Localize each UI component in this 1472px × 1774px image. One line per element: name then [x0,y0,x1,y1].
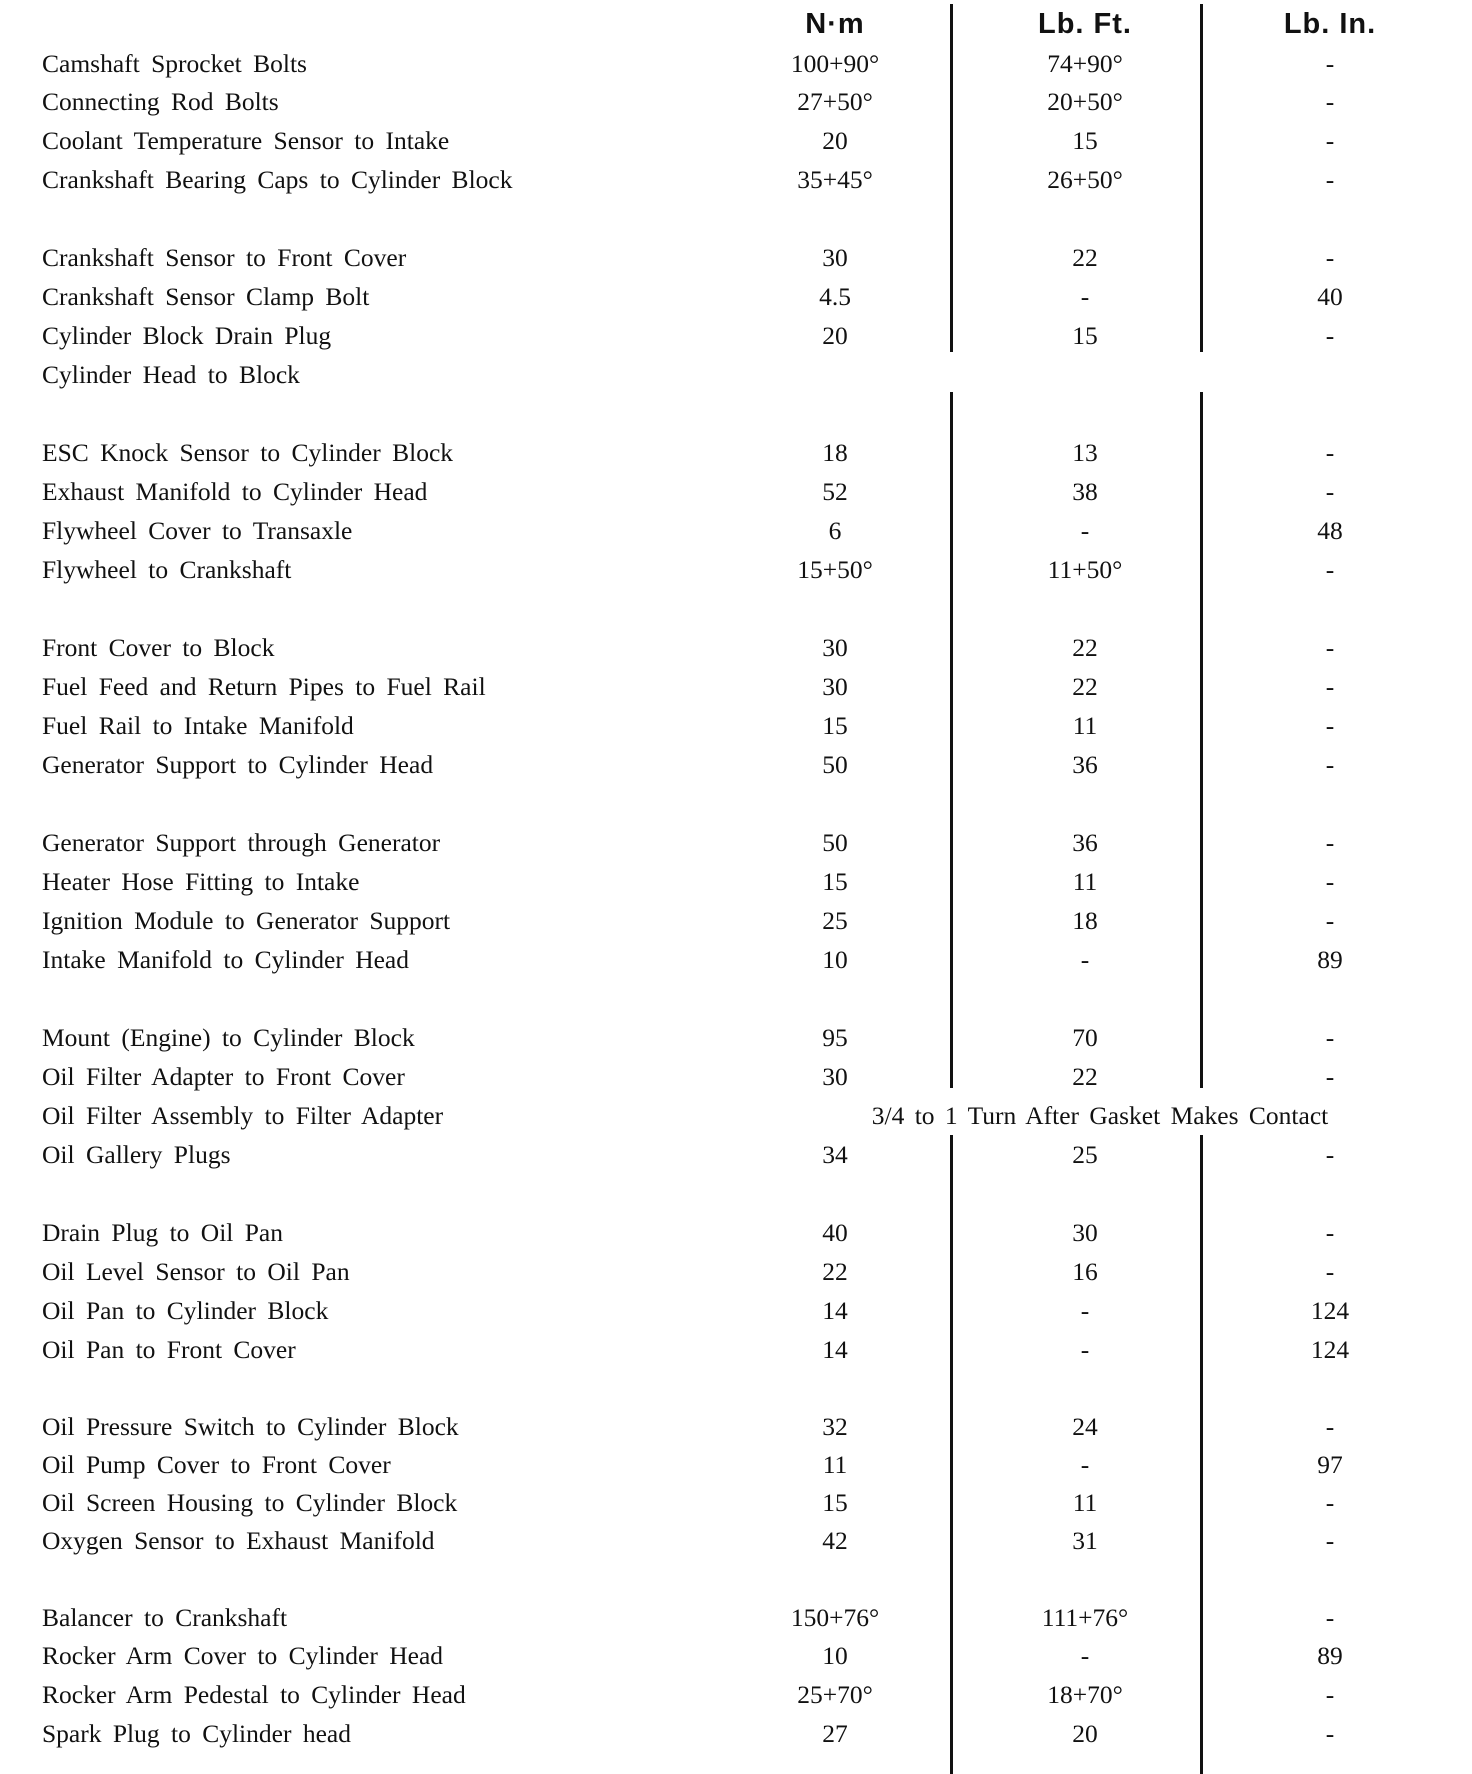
cell-nm: 30 [822,243,848,272]
row-label: Generator Support through Generator [42,828,441,857]
cell-lb-ft: 70 [1072,1023,1098,1052]
table-row [0,550,1472,589]
row-label: Fuel Feed and Return Pipes to Fuel Rail [42,672,486,701]
cell-lb-ft: 24 [1072,1412,1098,1441]
cell-lb-ft: - [1080,1641,1090,1670]
cell-lb-ft: 31 [1072,1526,1098,1555]
cell-lb-ft: 11 [1072,1488,1098,1517]
cell-nm: 10 [822,1641,848,1670]
table-row [0,511,1472,550]
cell-lb-in: 124 [1310,1296,1350,1325]
table-row [0,316,1472,355]
cell-nm: 15 [822,867,848,896]
cell-lb-in: - [1325,1526,1335,1555]
row-label: Mount (Engine) to Cylinder Block [42,1023,415,1052]
cell-lb-in: 97 [1317,1450,1343,1479]
cell-nm: 30 [822,633,848,662]
cell-lb-in: - [1325,1412,1335,1441]
row-label: Rocker Arm Cover to Cylinder Head [42,1641,444,1670]
row-label: Ignition Module to Generator Support [42,906,451,935]
row-label: Exhaust Manifold to Cylinder Head [42,477,428,506]
table-row [0,1445,1472,1484]
cell-nm: 11 [822,1450,848,1479]
cell-lb-ft: - [1080,1450,1090,1479]
row-label: Cylinder Block Drain Plug [42,321,332,350]
cell-lb-in: - [1325,87,1335,116]
cell-lb-in: - [1325,165,1335,194]
table-row [0,238,1472,277]
cell-lb-in: - [1325,1062,1335,1091]
cell-lb-ft: 22 [1072,633,1098,662]
cell-nm: 34 [822,1140,848,1169]
cell-nm: 42 [822,1526,848,1555]
cell-lb-in: - [1325,711,1335,740]
cell-nm: 27 [822,1719,848,1748]
cell-lb-ft: - [1080,945,1090,974]
cell-lb-ft: 11 [1072,711,1098,740]
cell-nm: 30 [822,672,848,701]
cell-lb-in: - [1325,828,1335,857]
cell-lb-in: - [1325,555,1335,584]
row-label: Cylinder Head to Block [42,360,300,389]
cell-lb-ft: 13 [1072,438,1098,467]
cell-lb-in: 124 [1310,1335,1350,1364]
cell-nm: 25+70° [797,1680,873,1709]
row-label: Front Cover to Block [42,633,275,662]
table-row [0,1018,1472,1057]
row-label: ESC Knock Sensor to Cylinder Block [42,438,454,467]
cell-nm: 52 [822,477,848,506]
row-label: Connecting Rod Bolts [42,87,279,116]
row-label: Oil Level Sensor to Oil Pan [42,1257,350,1286]
cell-lb-ft: 15 [1072,126,1098,155]
cell-nm: 20 [822,126,848,155]
cell-lb-ft: - [1080,516,1090,545]
cell-lb-in: - [1325,1719,1335,1748]
cell-lb-ft: 74+90° [1047,49,1123,78]
cell-lb-in: - [1325,243,1335,272]
row-label: Spark Plug to Cylinder head [42,1719,351,1748]
cell-nm: 50 [822,750,848,779]
table-row [0,1714,1472,1753]
row-spanning-note: 3/4 to 1 Turn After Gasket Makes Contact [790,1096,1410,1135]
row-label: Balancer to Crankshaft [42,1603,288,1632]
cell-nm: 30 [822,1062,848,1091]
cell-lb-in: 40 [1317,282,1343,311]
table-row [0,862,1472,901]
table-row [0,1330,1472,1369]
table-row [0,1636,1472,1675]
cell-lb-ft: 11 [1072,867,1098,896]
cell-nm: 27+50° [797,87,873,116]
cell-lb-in: - [1325,672,1335,701]
cell-nm: 6 [828,516,842,545]
table-row [0,355,1472,394]
table-row [0,1598,1472,1637]
row-label: Oil Filter Assembly to Filter Adapter [42,1101,444,1130]
cell-nm: 50 [822,828,848,857]
table-row [0,1675,1472,1714]
cell-nm: 20 [822,321,848,350]
cell-lb-in: - [1325,1218,1335,1247]
table-row [0,82,1472,121]
header-lb-ft: Lb. Ft. [1038,8,1132,40]
cell-lb-in: - [1325,1680,1335,1709]
table-row [0,277,1472,316]
cell-nm: 100+90° [790,49,880,78]
cell-nm: 14 [822,1335,848,1364]
cell-lb-ft: 20 [1072,1719,1098,1748]
cell-lb-ft: 16 [1072,1257,1098,1286]
cell-lb-ft: 36 [1072,750,1098,779]
row-label: Flywheel to Crankshaft [42,555,292,584]
cell-lb-ft: 22 [1072,243,1098,272]
cell-lb-ft: 26+50° [1047,165,1123,194]
row-label: Crankshaft Sensor Clamp Bolt [42,282,370,311]
table-row [0,1521,1472,1560]
row-label: Crankshaft Sensor to Front Cover [42,243,407,272]
row-label: Oil Gallery Plugs [42,1140,231,1169]
cell-lb-ft: - [1080,1296,1090,1325]
header-lb-in: Lb. In. [1283,8,1377,40]
cell-lb-ft: 18 [1072,906,1098,935]
cell-lb-ft: 36 [1072,828,1098,857]
cell-nm: 15 [822,1488,848,1517]
cell-nm: 4.5 [819,282,851,311]
table-row [0,1483,1472,1522]
cell-lb-ft: 25 [1072,1140,1098,1169]
row-label: Oil Pan to Front Cover [42,1335,296,1364]
row-label: Intake Manifold to Cylinder Head [42,945,409,974]
cell-lb-ft: 30 [1072,1218,1098,1247]
cell-lb-ft: 20+50° [1047,87,1123,116]
row-label: Crankshaft Bearing Caps to Cylinder Block [42,165,513,194]
cell-lb-in: - [1325,1140,1335,1169]
row-label: Generator Support to Cylinder Head [42,750,434,779]
table-row [0,1213,1472,1252]
table-row [0,628,1472,667]
cell-lb-in: - [1325,1488,1335,1517]
cell-nm: 32 [822,1412,848,1441]
cell-nm: 15 [822,711,848,740]
cell-lb-in: - [1325,1603,1335,1632]
cell-lb-in: - [1325,1257,1335,1286]
cell-nm: 150+76° [790,1603,880,1632]
row-label: Flywheel Cover to Transaxle [42,516,353,545]
table-row [0,901,1472,940]
cell-nm: 35+45° [797,165,873,194]
table-row [0,1252,1472,1291]
cell-lb-in: - [1325,126,1335,155]
row-label: Oil Pan to Cylinder Block [42,1296,329,1325]
cell-lb-ft: 22 [1072,672,1098,701]
table-row [0,121,1472,160]
table-row [0,44,1472,83]
cell-lb-in: - [1325,477,1335,506]
cell-nm: 10 [822,945,848,974]
cell-lb-ft: - [1080,1335,1090,1364]
cell-lb-in: - [1325,49,1335,78]
row-label: Fuel Rail to Intake Manifold [42,711,354,740]
cell-lb-in: 89 [1317,945,1343,974]
cell-lb-in: - [1325,1023,1335,1052]
table-row [0,1096,1472,1135]
row-label: Oil Screen Housing to Cylinder Block [42,1488,458,1517]
row-label: Drain Plug to Oil Pan [42,1218,283,1247]
header-nm: N·m [805,8,865,40]
table-row [0,745,1472,784]
cell-lb-ft: 111+76° [1041,1603,1129,1632]
cell-lb-in: - [1325,750,1335,779]
cell-lb-ft: 22 [1072,1062,1098,1091]
table-row [0,433,1472,472]
row-label: Heater Hose Fitting to Intake [42,867,360,896]
table-row [0,667,1472,706]
table-row [0,472,1472,511]
row-label: Camshaft Sprocket Bolts [42,49,307,78]
cell-lb-ft: 18+70° [1047,1680,1123,1709]
cell-lb-ft: 11+50° [1047,555,1123,584]
cell-lb-in: - [1325,867,1335,896]
cell-nm: 95 [822,1023,848,1052]
cell-lb-in: 89 [1317,1641,1343,1670]
row-label: Oil Pressure Switch to Cylinder Block [42,1412,459,1441]
cell-lb-in: - [1325,438,1335,467]
cell-lb-in: 48 [1317,516,1343,545]
cell-lb-in: - [1325,321,1335,350]
row-label: Oil Filter Adapter to Front Cover [42,1062,405,1091]
cell-nm: 25 [822,906,848,935]
cell-nm: 22 [822,1257,848,1286]
table-row [0,706,1472,745]
row-label: Rocker Arm Pedestal to Cylinder Head [42,1680,466,1709]
table-row [0,940,1472,979]
cell-lb-in: - [1325,633,1335,662]
table-row [0,160,1472,199]
cell-lb-ft: 15 [1072,321,1098,350]
cell-lb-ft: 38 [1072,477,1098,506]
cell-nm: 18 [822,438,848,467]
table-row [0,1407,1472,1446]
table-row [0,1291,1472,1330]
row-label: Oxygen Sensor to Exhaust Manifold [42,1526,435,1555]
cell-lb-ft: - [1080,282,1090,311]
cell-nm: 14 [822,1296,848,1325]
table-row [0,1135,1472,1174]
table-row [0,823,1472,862]
cell-nm: 40 [822,1218,848,1247]
row-label: Coolant Temperature Sensor to Intake [42,126,450,155]
table-row [0,1057,1472,1096]
cell-nm: 15+50° [797,555,873,584]
cell-lb-in: - [1325,906,1335,935]
row-label: Oil Pump Cover to Front Cover [42,1450,391,1479]
